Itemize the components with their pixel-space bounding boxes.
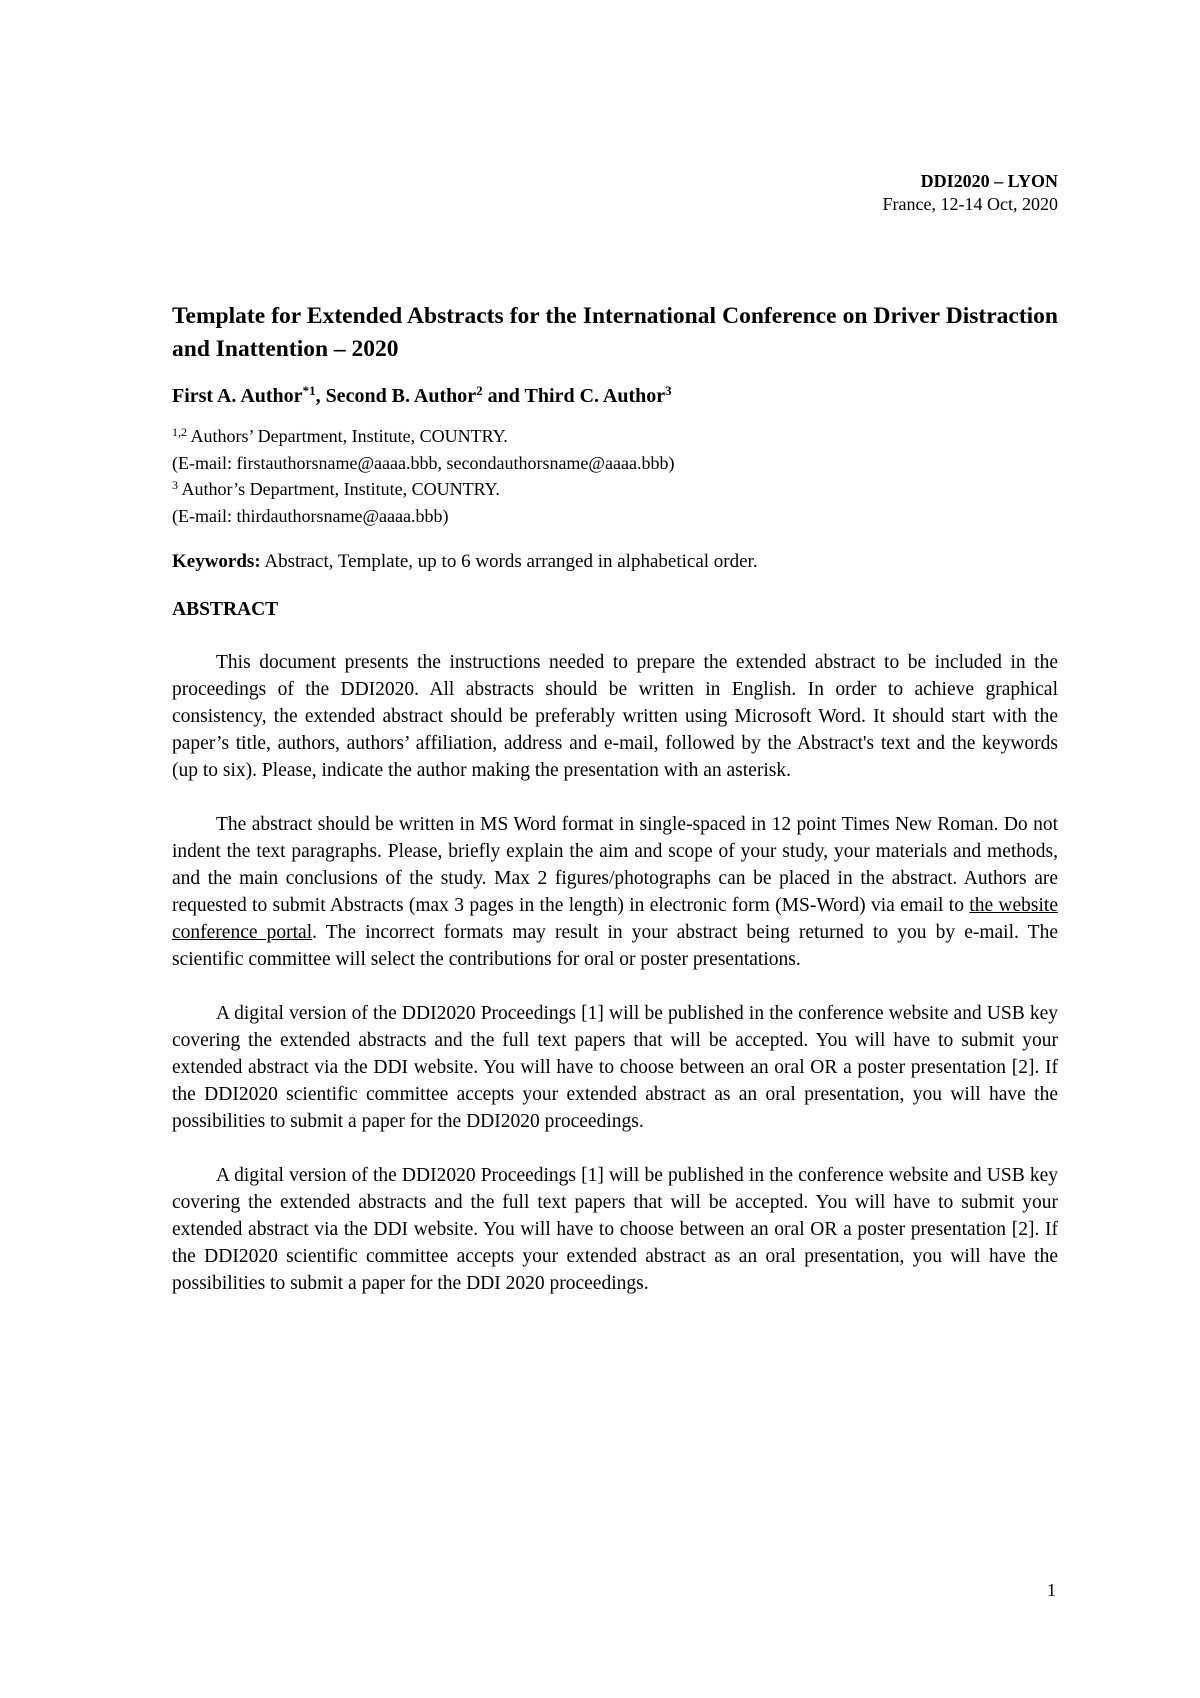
author-2: Second B. Author	[325, 385, 477, 407]
abstract-paragraph-1: This document presents the instructions needed to prepare the extended abstract to be included in the proceedings of the DDI2020. All abstracts should be written in English. In order to achieve graphical consistency, the extended abstract should be preferably written using Microsoft Word. It should start with the paper’s title, authors, authors’ affiliation, address and e-mail, followed by the Abstract's text and the keywords (up to six). Please, indicate the author making the presentation with an asterisk.	[172, 652, 1058, 781]
abstract-heading: ABSTRACT	[172, 599, 279, 620]
conference-location-date: France, 12-14 Oct, 2020	[882, 194, 1058, 214]
affiliation-marker: 1,2	[172, 425, 187, 439]
affiliation-text: Author’s Department, Institute, COUNTRY.	[178, 479, 500, 499]
page-number: 1	[1047, 1580, 1056, 1600]
author-1: First A. Author	[172, 385, 303, 407]
conference-portal-link[interactable]: the website conference portal	[172, 895, 1058, 943]
abstract-paragraph-4: A digital version of the DDI2020 Proceedings [1] will be published in the conference website and USB key covering the extended abstracts and the full text papers that will be accepted. You will have to submit your extended abstract via the DDI website. You will have to choose between an oral OR a poster presentation [2]. If the DDI2020 scientific committee accepts your extended abstract as an oral presentation, you will have the possibilities to submit a paper for the DDI 2020 proceedings.	[172, 1165, 1058, 1294]
author-separator: and	[482, 385, 525, 407]
author-separator: ,	[315, 385, 326, 407]
abstract-paragraph-2	[172, 811, 1058, 973]
author-2-marker: 2	[476, 383, 483, 398]
abstract-paragraph-3: A digital version of the DDI2020 Proceedings [1] will be published in the conference website and USB key covering the extended abstracts and the full text papers that will be accepted. You will have to submit your extended abstract via the DDI website. You will have to choose between an oral OR a poster presentation [2]. If the DDI2020 scientific committee accepts your extended abstract as an oral presentation, you will have the possibilities to submit a paper for the DDI2020 proceedings.	[172, 1003, 1058, 1132]
affiliation-email: (E-mail: firstauthorsname@aaaa.bbb, secondauthorsname@aaaa.bbb)	[172, 452, 675, 473]
affiliation-line	[172, 423, 1058, 450]
paper-title: Template for Extended Abstracts for the International Conference on Driver Distraction and Inattention – 2020	[172, 303, 1058, 362]
conference-name: DDI2020 – LYON	[920, 171, 1058, 191]
author-list	[172, 383, 1058, 409]
affiliations	[172, 423, 1058, 529]
affiliation-line	[172, 476, 1058, 503]
keywords	[172, 549, 1058, 575]
conference-header	[883, 170, 1058, 216]
affiliation-marker: 3	[172, 478, 178, 492]
document-body	[172, 300, 1058, 1297]
author-1-marker: *1	[302, 383, 316, 398]
affiliation-email: (E-mail: thirdauthorsname@aaaa.bbb)	[172, 505, 449, 526]
keywords-label: Keywords:	[172, 551, 261, 572]
keywords-text: Abstract, Template, up to 6 words arranged in alphabetical order.	[260, 551, 758, 572]
author-3-marker: 3	[665, 383, 672, 398]
author-3: Third C. Author	[524, 385, 666, 407]
paragraph-text: The abstract should be written in MS Word format in single-spaced in 12 point Times New Roman. Do not indent the text paragraphs. Please, briefly explain the aim and scope of your study, your materials and methods, and the main conclusions of the study. Max 2 figures/photographs can be placed in the abstract. Authors are requested to submit Abstracts (max 3 pages in the length) in electronic form (MS-Word) via email to	[172, 814, 1058, 916]
affiliation-text: Authors’ Department, Institute, COUNTRY.	[187, 426, 508, 446]
paragraph-text: . The incorrect formats may result in your abstract being returned to you by e-mail. The scientific committee will select the contributions for oral or poster presentations.	[172, 922, 1058, 970]
